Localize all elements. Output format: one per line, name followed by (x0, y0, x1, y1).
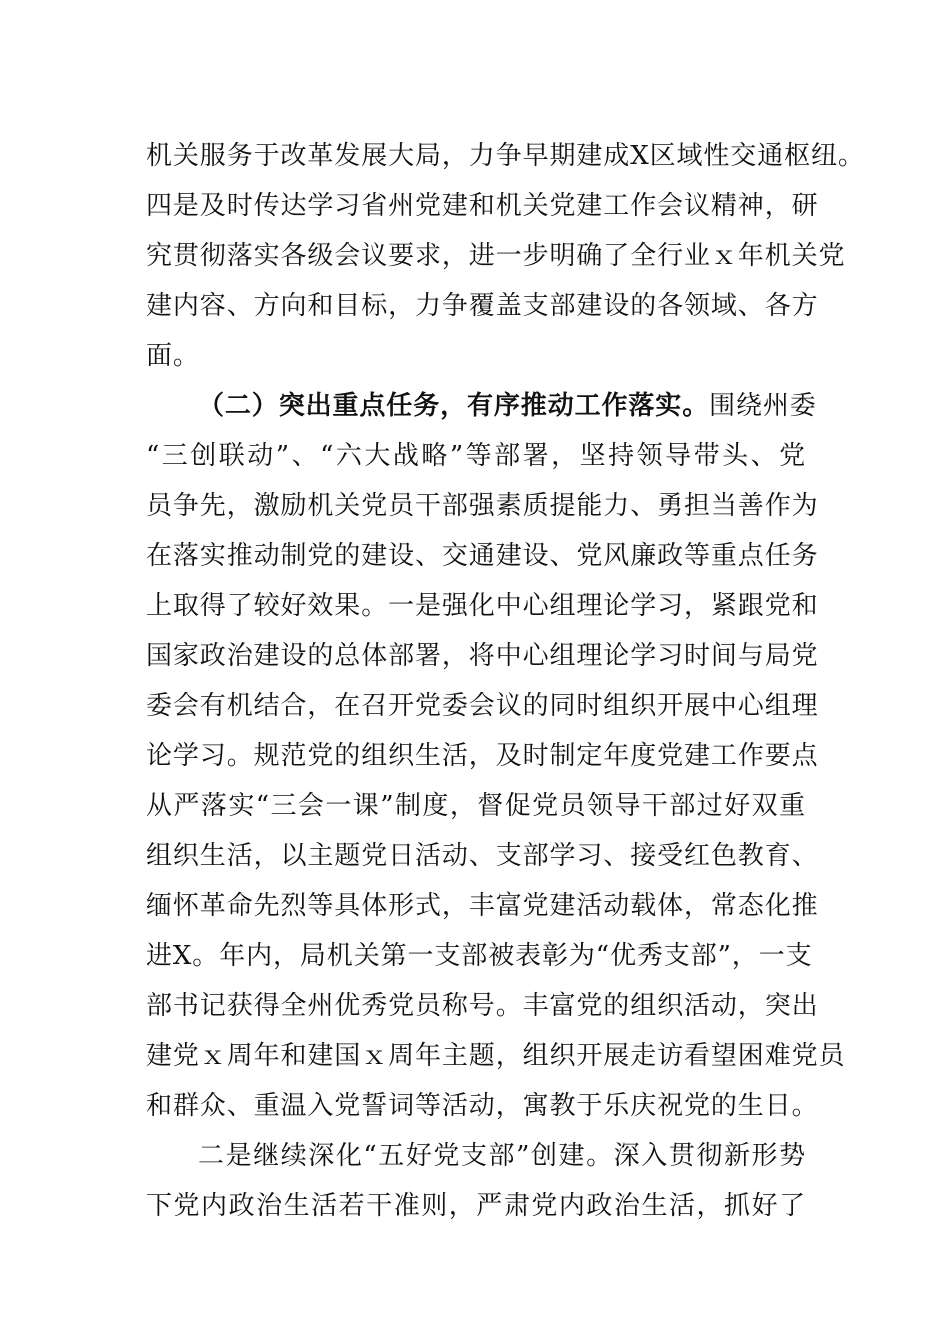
text-line-2: 四是及时传达学习省州党建和机关党建工作会议精神，研 (146, 191, 819, 221)
text-line-3: 究贯彻落实各级会议要求，进一步明确了全行业ｘ年机关党 (146, 241, 846, 271)
text-line-21: 二是继续深化“五好党支部”创建。深入贯彻新形势 (198, 1141, 806, 1171)
text-line-9: 在落实推动制党的建设、交通建设、党风廉政等重点任务 (146, 541, 819, 571)
section-heading: （二）突出重点任务，有序推动工作落实。 (198, 391, 710, 421)
text-line-22: 下党内政治生活若干准则，严肃党内政治生活，抓好了 (146, 1191, 806, 1221)
text-line-20: 和群众、重温入党誓词等活动，寓教于乐庆祝党的生日。 (146, 1091, 819, 1121)
text-line-4: 建内容、方向和目标，力争覆盖支部建设的各领域、各方 (146, 291, 819, 321)
text-line-6-section-heading (198, 386, 817, 426)
text-line-16: 缅怀革命先烈等具体形式，丰富党建活动载体，常态化推 (146, 891, 819, 921)
text-line-12: 委会有机结合，在召开党委会议的同时组织开展中心组理 (146, 691, 819, 721)
text-line-14: 从严落实“三会一课”制度，督促党员领导干部过好双重 (146, 791, 806, 821)
text-line-8: 员争先，激励机关党员干部强素质提能力、勇担当善作为 (146, 491, 819, 521)
text-line-19: 建党ｘ周年和建国ｘ周年主题，组织开展走访看望困难党员 (146, 1041, 846, 1071)
text-line-7: “三创联动”、“六大战略”等部署，坚持领导带头、党 (146, 441, 806, 471)
text-line-10: 上取得了较好效果。一是强化中心组理论学习，紧跟党和 (146, 591, 819, 621)
text-line-5: 面。 (146, 341, 200, 371)
text-line-18: 部书记获得全州优秀党员称号。丰富党的组织活动，突出 (146, 991, 819, 1021)
text-line-13: 论学习。规范党的组织生活，及时制定年度党建工作要点 (146, 741, 819, 771)
text-line-15: 组织生活，以主题党日活动、支部学习、接受红色教育、 (146, 841, 819, 871)
text-line-17: 进Ⅹ。年内，局机关第一支部被表彰为“优秀支部”，一支 (146, 941, 813, 971)
text-line-11: 国家政治建设的总体部署，将中心组理论学习时间与局党 (146, 641, 819, 671)
text-line-1: 机关服务于改革发展大局，力争早期建成Ⅹ区域性交通枢纽。 (146, 141, 865, 171)
section-heading-continuation: 围绕州委 (709, 391, 817, 421)
